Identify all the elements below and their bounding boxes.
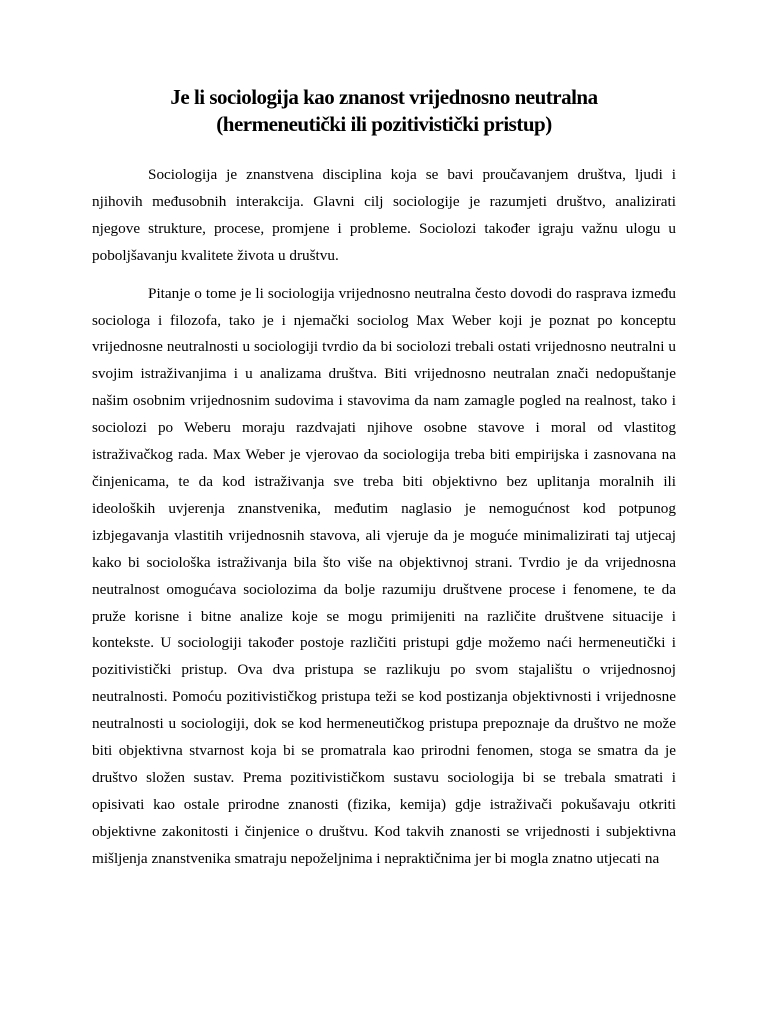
paragraph-value-neutrality: Pitanje o tome je li sociologija vrijednosno neutralna često dovodi do rasprava između sociologa i filozofa, tako je i njemački sociolog Max Weber koji je poznat po konceptu vrijednosne neutralnosti u sociologiji tvrdio da bi sociolozi trebali ostati vrijednosno neutralni u svojim istraživanjima i u analizama društva. Biti vrijednosno neutralan znači nedopuštanje našim osobnim vrijednosnim sudovima i stavovima da nam zamagle pogled na realnost, tako i sociolozi po Weberu moraju razdvajati njihove osobne stavove i moral od vlastitog istraživačkog rada. Max Weber je vjerovao da sociologija treba biti empirijska i zasnovana na činjenicama, te da kod istraživanja sve treba biti objektivno bez uplitanja moralnih ili ideoloških uvjerenja znanstvenika, međutim naglasio je nemogućnost kod potpunog izbjegavanja vlastitih vrijednosnih stavova, ali vjeruje da je moguće minimalizirati taj utjecaj kako bi sociološka istraživanja bila što više na objektivnoj strani. Tvrdio je da vrijednosna neutralnost omogućava sociolozima da bolje razumiju društvene procese i fenomene, te da pruže korisne i bitne analize koje se mogu primijeniti na različite društvene situacije i kontekste. U sociologiji također postoje različiti pristupi gdje možemo naći hermeneutički i pozitivistički pristup. Ova dva pristupa se razlikuju po svom stajalištu o vrijednosnoj neutralnosti. Pomoću pozitivističkog pristupa teži se kod postizanja objektivnosti i vrijednosne neutralnosti u sociologiji, dok se kod hermeneutičkog pristupa prepoznaje da društvo ne može biti objektivna stvarnost koja bi se promatrala kao prirodni fenomen, stoga se smatra da je društvo složen sustav. Prema pozitivističkom sustavu sociologija bi se trebala smatrati i opisivati kao ostale prirodne znanosti (fizika, kemija) gdje istraživači pokušavaju otkriti objektivne zakonitosti i činjenice o društvu. Kod takvih znanosti se vrijednosti i subjektivna mišljenja znanstvenika smatraju nepoželjnima i nepraktičnima jer bi mogla znatno utjecati na [92, 284, 676, 867]
document-title [92, 84, 676, 138]
paragraph-intro: Sociologija je znanstvena disciplina koja se bavi proučavanjem društva, ljudi i njihovih međusobnih interakcija. Glavni cilj sociologije je razumjeti društvo, analizirati njegove strukture, procese, promjene i probleme. Sociolozi također igraju važnu ulogu u poboljšavanju kvalitete života u društvu. [92, 166, 676, 264]
document-page [92, 84, 676, 884]
document-title-line-1: Je li sociologija kao znanost vrijednosno neutralna [170, 85, 598, 109]
document-title-line-2: (hermeneutički ili pozitivistički pristup) [216, 112, 552, 136]
